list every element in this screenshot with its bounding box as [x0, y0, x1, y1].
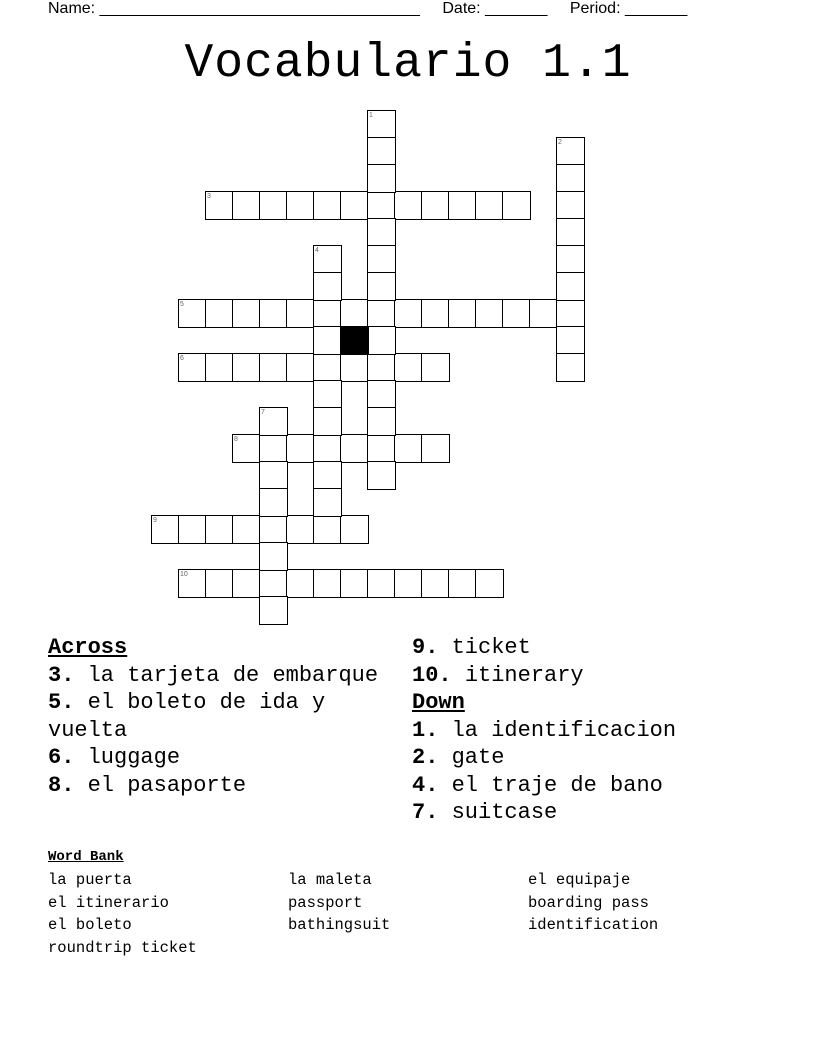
clue-across-5: 5. el boleto de ida y vuelta: [48, 690, 326, 743]
clue-down-1: 1. la identificacion: [412, 717, 677, 743]
crossword-cell[interactable]: [421, 434, 450, 463]
crossword-cell[interactable]: [475, 191, 504, 220]
word-bank-item: el equipaje: [528, 871, 631, 889]
crossword-cell[interactable]: [367, 299, 396, 328]
crossword-cell[interactable]: [367, 380, 396, 409]
crossword-cell[interactable]: [232, 515, 261, 544]
crossword-cell[interactable]: [286, 191, 315, 220]
crossword-cell[interactable]: [286, 353, 315, 382]
clue-down-2: 2. gate: [412, 745, 505, 770]
crossword-cell[interactable]: [421, 191, 450, 220]
clue-across-6: 6. luggage: [48, 745, 181, 770]
down-heading: Down: [412, 690, 465, 715]
clue-across-10: 10. itinerary: [412, 662, 584, 688]
crossword-cell[interactable]: [394, 299, 423, 328]
crossword-cell[interactable]: [259, 299, 288, 328]
crossword-cell[interactable]: [259, 434, 288, 463]
clue-number-label: 4: [315, 247, 319, 254]
clue-number-label: 10: [180, 571, 188, 578]
crossword-cell[interactable]: [313, 353, 342, 382]
crossword-cell[interactable]: [313, 191, 342, 220]
crossword-cell[interactable]: [367, 461, 396, 490]
crossword-cell[interactable]: [313, 461, 342, 490]
clue-across-9: 9. ticket: [412, 635, 531, 660]
down-clues: [412, 634, 792, 827]
crossword-cell[interactable]: [475, 299, 504, 328]
clue-number-label: 7: [261, 409, 265, 416]
crossword-cell[interactable]: [313, 488, 342, 517]
crossword-cell[interactable]: [232, 353, 261, 382]
crossword-cell[interactable]: [367, 245, 396, 274]
crossword-cell[interactable]: [340, 353, 369, 382]
crossword-cell[interactable]: [313, 272, 342, 301]
crossword-cell[interactable]: [556, 326, 585, 355]
crossword-cell[interactable]: [340, 515, 369, 544]
crossword-cell[interactable]: [205, 515, 234, 544]
clue-number-label: 5: [180, 301, 184, 308]
crossword-cell[interactable]: [286, 569, 315, 598]
crossword-cell[interactable]: [394, 434, 423, 463]
across-heading: Across: [48, 635, 128, 660]
crossword-cell[interactable]: [232, 299, 261, 328]
crossword-cell[interactable]: [313, 434, 342, 463]
crossword-cell[interactable]: [421, 353, 450, 382]
period-field[interactable]: Period: _______: [569, 0, 688, 17]
crossword-cell[interactable]: [259, 569, 288, 598]
crossword-cell[interactable]: [367, 569, 396, 598]
crossword-cell[interactable]: [367, 407, 396, 436]
crossword-cell[interactable]: [205, 569, 234, 598]
crossword-cell[interactable]: [340, 434, 369, 463]
clue-number-label: 2: [558, 139, 562, 146]
crossword-cell[interactable]: [448, 299, 477, 328]
crossword-cell[interactable]: [259, 596, 288, 625]
crossword-cell[interactable]: [367, 353, 396, 382]
crossword-cell[interactable]: [259, 488, 288, 517]
crossword-cell[interactable]: [367, 434, 396, 463]
crossword-cell[interactable]: [367, 272, 396, 301]
crossword-cell[interactable]: [556, 218, 585, 247]
word-bank-item: bathingsuit: [288, 916, 391, 934]
crossword-cell[interactable]: [259, 191, 288, 220]
crossword-cell[interactable]: [475, 569, 504, 598]
crossword-cell[interactable]: [394, 191, 423, 220]
crossword-cell[interactable]: [367, 137, 396, 166]
crossword-cell[interactable]: [286, 434, 315, 463]
crossword-cell[interactable]: [367, 218, 396, 247]
word-bank-item: identification: [528, 916, 659, 934]
crossword-cell[interactable]: [340, 191, 369, 220]
word-bank-item: roundtrip ticket: [48, 938, 197, 957]
crossword-cell[interactable]: [259, 542, 288, 571]
crossword-cell[interactable]: [556, 245, 585, 274]
crossword-cell[interactable]: [556, 164, 585, 193]
crossword-cell[interactable]: [556, 191, 585, 220]
crossword-cell[interactable]: [367, 164, 396, 193]
word-bank-item: el boleto: [48, 916, 132, 934]
crossword-cell[interactable]: [205, 353, 234, 382]
clue-across-3: 3. la tarjeta de embarque: [48, 662, 379, 688]
crossword-cell[interactable]: [313, 299, 342, 328]
crossword-cell[interactable]: [448, 569, 477, 598]
crossword-cell[interactable]: [502, 299, 531, 328]
crossword-cell[interactable]: [448, 191, 477, 220]
crossword-cell[interactable]: [367, 191, 396, 220]
clue-number-label: 1: [369, 112, 373, 119]
clue-across-8: 8. el pasaporte: [48, 772, 247, 798]
clue-down-4: 4. el traje de bano: [412, 772, 663, 798]
word-bank-item: la maleta: [288, 871, 372, 889]
crossword-cell[interactable]: [394, 569, 423, 598]
crossword-cell[interactable]: [421, 299, 450, 328]
crossword-cell[interactable]: [421, 569, 450, 598]
crossword-cell[interactable]: [205, 299, 234, 328]
crossword-cell[interactable]: [232, 191, 261, 220]
crossword-cell[interactable]: [286, 515, 315, 544]
crossword-cell[interactable]: [232, 569, 261, 598]
blocked-square: [340, 326, 369, 355]
crossword-cell[interactable]: [394, 353, 423, 382]
word-bank-item: el itinerario: [48, 893, 169, 912]
clue-down-7: 7. suitcase: [412, 800, 558, 825]
crossword-cell[interactable]: [313, 326, 342, 355]
across-clues: [48, 634, 398, 799]
crossword-cell[interactable]: [502, 191, 531, 220]
word-bank-item: la puerta: [48, 871, 132, 889]
word-bank: [48, 869, 768, 959]
crossword-cell[interactable]: [259, 515, 288, 544]
crossword-cell[interactable]: [313, 569, 342, 598]
crossword-cell[interactable]: [340, 569, 369, 598]
word-bank-item: passport: [288, 893, 363, 912]
crossword-cell[interactable]: [313, 407, 342, 436]
crossword-cell[interactable]: [556, 353, 585, 382]
name-field[interactable]: Name: ____________________________________: [48, 0, 420, 17]
crossword-cell[interactable]: [178, 515, 207, 544]
crossword-cell[interactable]: [367, 326, 396, 355]
crossword-cell[interactable]: [556, 299, 585, 328]
word-bank-title: Word Bank: [48, 849, 124, 865]
page-title: Vocabulario 1.1: [184, 37, 632, 91]
crossword-cell[interactable]: [259, 461, 288, 490]
clue-number-label: 8: [234, 436, 238, 443]
crossword-cell[interactable]: [340, 299, 369, 328]
clue-number-label: 9: [153, 517, 157, 524]
clue-number-label: 3: [207, 193, 211, 200]
date-field[interactable]: Date: _______: [442, 0, 548, 17]
crossword-cell[interactable]: [259, 353, 288, 382]
clue-number-label: 6: [180, 355, 184, 362]
word-bank-item: boarding pass: [528, 893, 649, 912]
crossword-cell[interactable]: [529, 299, 558, 328]
crossword-cell[interactable]: [313, 515, 342, 544]
crossword-cell[interactable]: [556, 272, 585, 301]
crossword-cell[interactable]: [313, 380, 342, 409]
crossword-cell[interactable]: [286, 299, 315, 328]
